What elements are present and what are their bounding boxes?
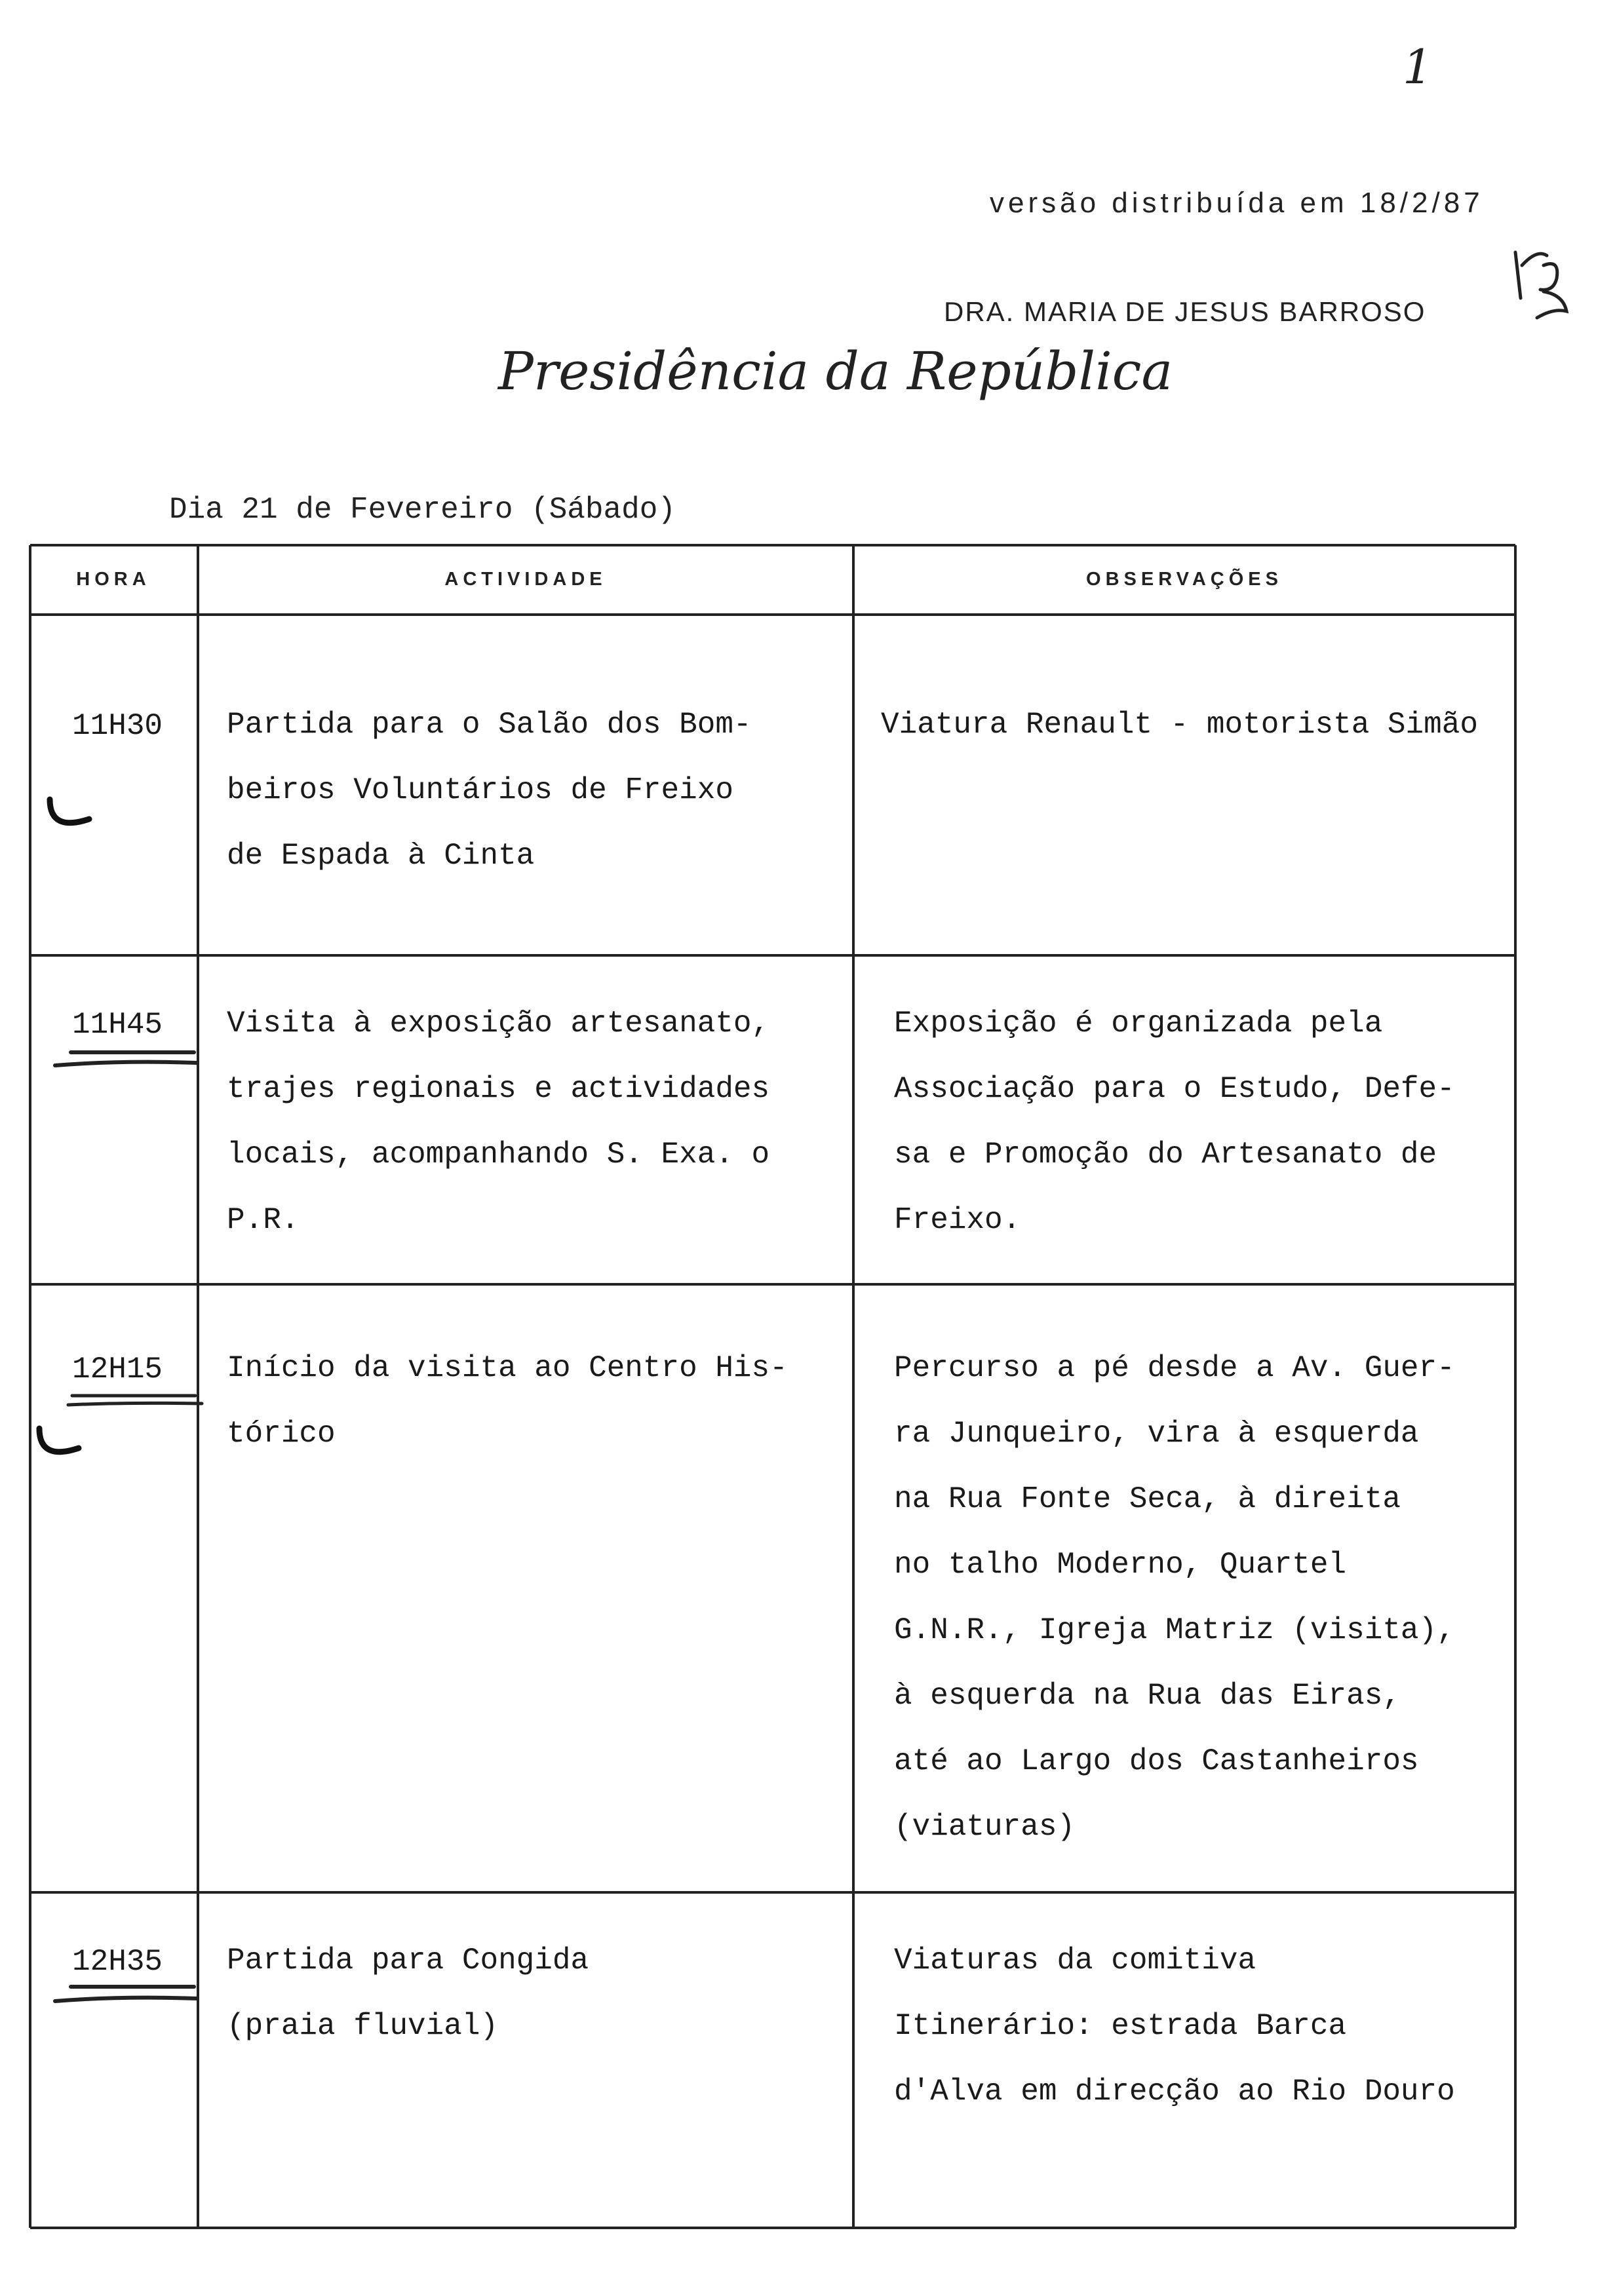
header-observacoes: OBSERVAÇÕES [1086,569,1283,590]
table-row-time: 11H30 [72,709,163,743]
underline-mark [42,1047,199,1073]
table-row-time: 12H15 [72,1352,163,1387]
table-row-activity: Início da visita ao Centro His- tórico [227,1351,788,1451]
table-row-observation: Percurso a pé desde a Av. Guer- ra Junqueiro, vira à esquerda na Rua Fonte Seca, à direita no talho Moderno, Quartel G.N.R., Igreja Matriz (visita), à esquerda na Rua das Eiras, até ao Largo dos Castanheiros (viaturas) [894,1351,1455,1844]
table-row-observation: Viaturas da comitiva Itinerário: estrada Barca d'Alva em direcção ao Rio Douro [894,1943,1455,2109]
underline-mark [42,1981,199,2010]
table-row-activity: Partida para o Salão dos Bom- beiros Voluntários de Freixo de Espada à Cinta [227,708,752,873]
schedule-table [29,544,1517,2229]
header-actividade: ACTIVIDADE [444,569,607,590]
header-hora: HORA [76,569,151,590]
day-label: Dia 21 de Fevereiro (Sábado) [169,493,676,527]
recipient-name: DRA. MARIA DE JESUS BARROSO [944,296,1426,327]
underline-mark [55,1392,206,1411]
page-number: 1 [1403,39,1433,94]
table-row-time: 12H35 [72,1945,163,1979]
version-note: versão distribuída em 18/2/87 [990,187,1484,219]
table-row-activity: Partida para Congida (praia fluvial) [227,1943,589,2043]
table-row-activity: Visita à exposição artesanato, trajes regionais e actividades locais, acompanhando S. Exa. o P.R. [227,1006,770,1237]
letterhead-title: Presidência da República [498,341,1173,402]
margin-tick-mark [26,1422,85,1468]
table-row-observation: Exposição é organizada pela Associação para o Estudo, Defe- sa e Promoção do Artesanato de Freixo. [894,1006,1455,1237]
table-row-time: 11H45 [72,1008,163,1042]
handwritten-initials-mark [1508,236,1580,321]
table-row-observation: Viatura Renault - motorista Simão [881,708,1478,742]
margin-tick-mark [37,793,96,839]
